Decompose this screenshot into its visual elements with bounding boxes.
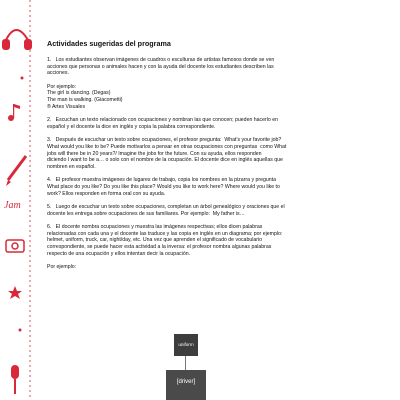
decorative-sidebar bbox=[0, 0, 36, 400]
paragraph-line: 6. El docente nombra ocupaciones y muestra las imágenes respectivas; ellos dicen palabras bbox=[47, 224, 263, 231]
paragraph-line: 1. Los estudiantes observan imágenes de cuadros o esculturas de artistas famosos donde se ven bbox=[47, 57, 275, 63]
paragraph-2 bbox=[47, 117, 371, 130]
section-heading: Actividades sugeridas del programa bbox=[47, 39, 171, 48]
paragraph-line: acciones que personas o animales hacen y con la ayuda del docente los estudiantes describen las bbox=[47, 63, 274, 70]
paragraph-line: respecto de una ocupación y ellos intentan decir la ocupación. bbox=[47, 250, 191, 257]
paragraph-line: Por ejemplo: bbox=[47, 83, 77, 90]
paragraph-5 bbox=[47, 204, 371, 217]
star-icon bbox=[8, 286, 22, 299]
paragraph-line: diciendo I want to be a… o solo con el nombre de la ocupación. El docente dice en inglés aquellas que bbox=[47, 157, 283, 164]
music-note-icon bbox=[8, 104, 20, 121]
paragraph-line: docente les entrega sobre ocupaciones de sus familiares. Por ejemplo: My father is… bbox=[47, 210, 245, 217]
paragraph-3 bbox=[47, 137, 371, 170]
jam-label: Jam bbox=[4, 200, 21, 211]
diagram-connector bbox=[185, 356, 186, 370]
paragraph-line: work? Ellos responden en forma oral con su ayuda. bbox=[47, 190, 166, 197]
paragraph-line: Por ejemplo: bbox=[47, 264, 77, 271]
paragraph-line: What would you like to be? Puede motivarlos a pensar en otras ocupaciones con preguntas como What bbox=[47, 143, 287, 150]
camera-icon bbox=[6, 240, 24, 252]
paragraph-line: 5. Luego de escuchar un texto sobre ocupaciones, completan un árbol genealógico y oraciones que el bbox=[47, 204, 285, 211]
microphone-icon bbox=[11, 365, 19, 394]
headphones-icon bbox=[3, 30, 31, 49]
paragraph-line: 4. El profesor muestra imágenes de lugares de trabajo, copia los nombres en la pizarra y pregunta bbox=[47, 177, 276, 184]
paragraph-1 bbox=[47, 84, 371, 110]
paragraph-line: 2. Escuchan un texto relacionado con ocupaciones y nombran las que conocen; pueden hacerlo en bbox=[47, 117, 279, 124]
paragraph-line: 3. Después de escuchar un texto sobre ocupaciones, el profesor pregunta: What's your favorite job? bbox=[47, 137, 282, 144]
pen-icon bbox=[6, 156, 26, 186]
paragraph-line: nombren en español. bbox=[47, 163, 96, 170]
document-body bbox=[47, 40, 371, 278]
paragraph-line: What place do you like? Do you like this place? Would you like to work here? Where would you like to bbox=[47, 183, 280, 190]
paragraph-line: ® Artes Visuales bbox=[47, 103, 86, 110]
paragraph-line: helmet, uniform, truck, car, night/day, etc. Una vez que aprenden el significado de vocabulario bbox=[47, 237, 263, 244]
paragraph-line: jobs will there be in 20 years?/ Imagine the jobs for the future. Con su ayuda, ellos responden bbox=[47, 150, 262, 157]
paragraph-4 bbox=[47, 177, 371, 197]
paragraph-line: correspondiente, se puede hacer esta actividad a la inversa: el profesor nombra algunas palabras bbox=[47, 244, 272, 251]
paragraph-7 bbox=[47, 264, 371, 271]
diagram-node-driver: [driver] bbox=[166, 370, 206, 400]
paragraph-6 bbox=[47, 224, 371, 257]
paragraph-line: relacionadas con cada una y el docente las traduce y las copia en inglés en un diagrama; por ejemplo: bbox=[47, 230, 283, 237]
paragraph-line: The man is walking. (Giacometti) bbox=[47, 96, 123, 103]
paragraph-0 bbox=[47, 57, 371, 77]
diagram-node-uniform: uniform bbox=[174, 334, 198, 356]
sidebar-art bbox=[0, 0, 36, 400]
paragraph-line: español y el docente la dice en inglés y copia la palabra correspondiente. bbox=[47, 123, 216, 130]
paragraph-line: The girl is dancing. (Degas) bbox=[47, 90, 111, 97]
paragraph-line: acciones. bbox=[47, 70, 69, 77]
